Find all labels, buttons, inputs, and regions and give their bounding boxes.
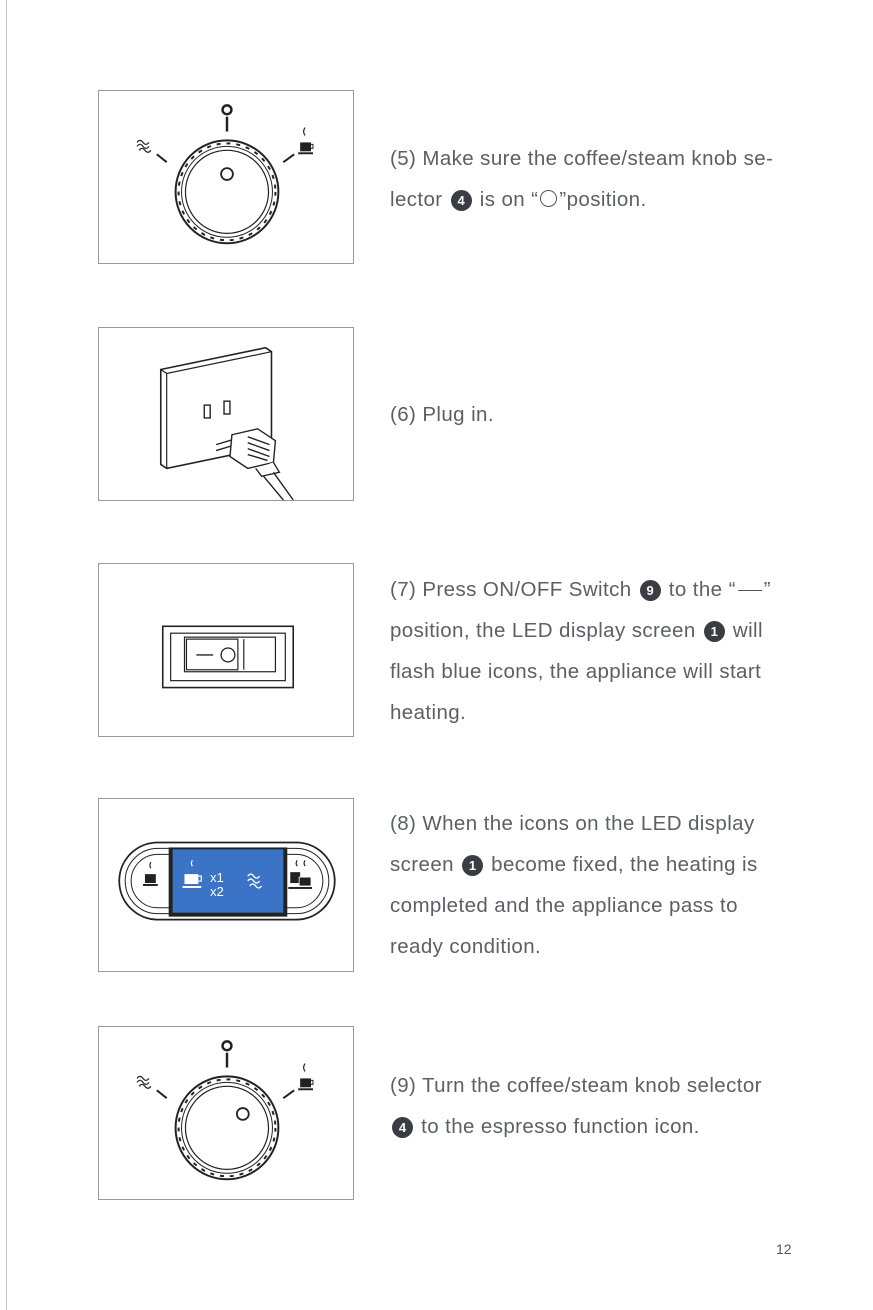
- led-display-illustration: [99, 799, 353, 971]
- off-position-icon: [223, 105, 232, 131]
- step-7-will: will: [732, 619, 763, 642]
- left-margin-rule: [6, 0, 7, 1310]
- step-7-close-quote: ”: [763, 578, 772, 601]
- off-ring-icon: [540, 190, 557, 207]
- step-5-line-1: (5) Make sure the coffee/steam knob se-: [390, 147, 774, 170]
- step-8-line-1: (8) When the icons on the LED display: [390, 812, 755, 835]
- knob: [176, 140, 279, 243]
- step-8-word-screen: screen: [390, 853, 454, 876]
- espresso-cup-icon: [298, 128, 313, 155]
- figure-led-display: [98, 798, 354, 972]
- espresso-cup-icon: [298, 1064, 313, 1091]
- step-7-line-1: (7) Press ON/OFF Switch: [390, 578, 632, 601]
- rocker-switch-illustration: [99, 564, 353, 736]
- figure-knob-espresso: [98, 1026, 354, 1200]
- step-7-text: [390, 569, 810, 733]
- step-7-line-2: position, the LED display screen: [390, 619, 696, 642]
- off-position-icon: [223, 1041, 232, 1067]
- step-9-text: [390, 1065, 810, 1147]
- steam-icon: [137, 140, 151, 152]
- step-5-position: ”position.: [559, 188, 647, 211]
- knob-espresso-illustration: [99, 1027, 353, 1199]
- lcd-x2-label: x2: [210, 883, 224, 899]
- step-8-line-4: ready condition.: [390, 935, 542, 958]
- rocker-switch: [163, 626, 293, 687]
- lcd-x1-label: x1: [210, 870, 224, 886]
- step-8-line-2: become fixed, the heating is: [491, 853, 758, 876]
- step-8-text: [390, 803, 810, 967]
- step-9-line-1: (9) Turn the coffee/steam knob selector: [390, 1074, 762, 1097]
- page-number: 12: [776, 1241, 792, 1257]
- steam-icon: [137, 1076, 151, 1088]
- callout-number-4: 4: [451, 190, 472, 211]
- step-6-text: [390, 394, 810, 435]
- step-7-line-4: heating.: [390, 701, 467, 724]
- knob-off-illustration: [99, 91, 353, 263]
- callout-number-1: 1: [704, 621, 725, 642]
- knob: [176, 1076, 279, 1179]
- step-7-line-3: flash blue icons, the appliance will start: [390, 660, 762, 683]
- figure-knob-off: [98, 90, 354, 264]
- step-5-is-on: is on “: [479, 188, 539, 211]
- on-dash-icon: [738, 590, 762, 591]
- step-7-to-the: to the “: [668, 578, 736, 601]
- callout-number-1: 1: [462, 855, 483, 876]
- step-6-line-1: (6) Plug in.: [390, 403, 494, 426]
- step-9-line-2: to the espresso function icon.: [421, 1115, 700, 1138]
- callout-number-4: 4: [392, 1117, 413, 1138]
- figure-plug-in: [98, 327, 354, 501]
- plug-socket-illustration: [99, 328, 353, 500]
- callout-number-9: 9: [640, 580, 661, 601]
- step-5-text: [390, 138, 810, 220]
- figure-on-off-switch: [98, 563, 354, 737]
- step-8-line-3: completed and the appliance pass to: [390, 894, 738, 917]
- step-5-word-selector: lector: [390, 188, 443, 211]
